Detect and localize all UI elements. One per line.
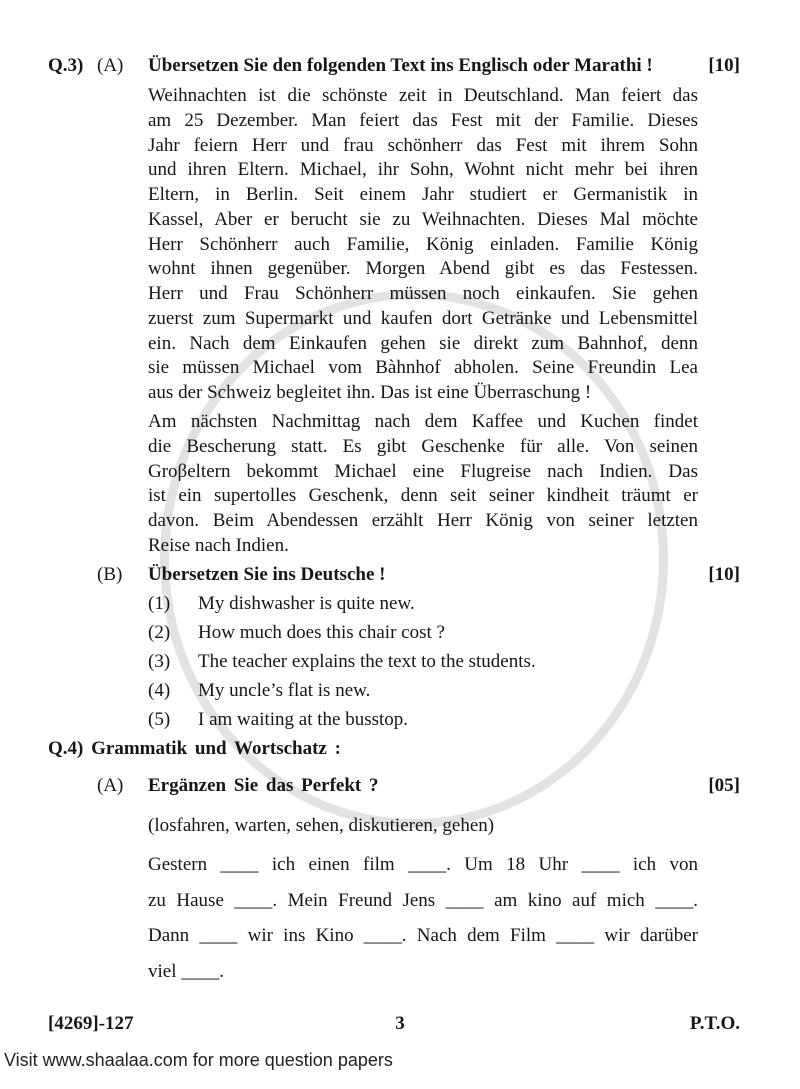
item-number: (1)	[148, 593, 171, 614]
passage-line: Jahr feiern Herr und frau schönherr das Fest mit ihrem Sohn	[148, 134, 698, 156]
item-number: (2)	[148, 622, 171, 643]
passage-line: Eltern, in Berlin. Seit einem Jahr studiert er Germanistik in	[148, 184, 698, 205]
fill-in-line: Dann ____ wir ins Kino ____. Nach dem Film ____ wir darüber	[148, 925, 698, 947]
item-number: (3)	[148, 651, 171, 672]
fill-in-line: Gestern ____ ich einen film ____. Um 18 Uhr ____ ich von	[148, 854, 698, 875]
q3-number: Q.3)	[48, 55, 84, 76]
footer-code: [4269]-127	[48, 1013, 134, 1034]
q4-heading: Q.4) Grammatik und Wortschatz :	[48, 738, 341, 759]
fill-in-line: zu Hause ____. Mein Freund Jens ____ am kino auf mich ____.	[148, 889, 698, 911]
passage-line: zuerst zum Supermarkt und kaufen dort Getränke und Lebensmittel	[148, 307, 698, 329]
q3b-label: (B)	[97, 564, 123, 585]
passage-line: ein. Nach dem Einkaufen gehen sie direkt zum Bahnhof, denn	[148, 332, 698, 354]
page-number: 3	[395, 1013, 405, 1034]
item-number: (5)	[148, 709, 171, 730]
fill-in-line: viel ____.	[148, 961, 224, 983]
pto: P.T.O.	[689, 1013, 740, 1034]
q4a-verbs: (losfahren, warten, sehen, diskutieren, gehen)	[148, 815, 495, 836]
passage-line: Weihnachten ist die schönste zeit in Deutschland. Man feiert das	[148, 85, 698, 106]
q3a-title: Übersetzen Sie den folgenden Text ins Englisch oder Marathi !	[148, 55, 653, 76]
item-number: (4)	[148, 680, 171, 701]
passage-line: wohnt ihnen gegenüber. Morgen Abend gibt es das Festessen.	[148, 258, 698, 280]
passage-line: Am nächsten Nachmittag nach dem Kaffee und Kuchen findet	[148, 411, 698, 432]
item-text: The teacher explains the text to the students.	[198, 651, 536, 672]
q4a-title: Ergänzen Sie das Perfekt ?	[148, 775, 379, 796]
passage-line: aus der Schweiz begleitet ihn. Das ist eine Überraschung !	[148, 382, 592, 403]
passage-line: Herr Schönherr auch Familie, König einladen. Familie König	[148, 233, 698, 255]
item-text: How much does this chair cost ?	[198, 622, 445, 643]
passage-line: und ihren Eltern. Michael, ihr Sohn, Wohnt nicht mehr bei ihren	[148, 159, 698, 181]
item-text: My dishwasher is quite new.	[198, 593, 415, 614]
item-text: I am waiting at the busstop.	[198, 709, 409, 730]
q3b-title: Übersetzen Sie ins Deutsche !	[148, 564, 386, 585]
q3a-marks: [10]	[708, 55, 740, 76]
q4a-label: (A)	[97, 775, 124, 796]
passage-line: Herr und Frau Schönherr müssen noch einkaufen. Sie gehen	[148, 283, 698, 304]
passage-line: Kassel, Aber er berucht sie zu Weihnachten. Dieses Mal möchte	[148, 208, 698, 230]
item-text: My uncle’s flat is new.	[198, 680, 371, 701]
visit-note: Visit www.shaalaa.com for more question papers	[4, 1050, 393, 1070]
passage-line: sie müssen Michael vom Bàhnhof abholen. Seine Freundin Lea	[148, 357, 698, 379]
passage-line: die Bescherung statt. Es gibt Geschenke für alle. Von seinen	[148, 435, 698, 457]
passage-line: am 25 Dezember. Man feiert das Fest mit der Familie. Dieses	[148, 109, 698, 131]
passage-line: ist ein supertolles Geschenk, denn seit seiner kindheit träumt er	[148, 485, 698, 507]
q3b-marks: [10]	[708, 564, 740, 585]
passage-line: davon. Beim Abendessen erzählt Herr König von seiner letzten	[148, 510, 698, 532]
q3a-label: (A)	[97, 55, 124, 76]
q4a-marks: [05]	[708, 775, 740, 796]
passage-line: Reise nach Indien.	[148, 535, 289, 556]
passage-line: Groβeltern bekommt Michael eine Flugreise nach Indien. Das	[148, 460, 698, 482]
